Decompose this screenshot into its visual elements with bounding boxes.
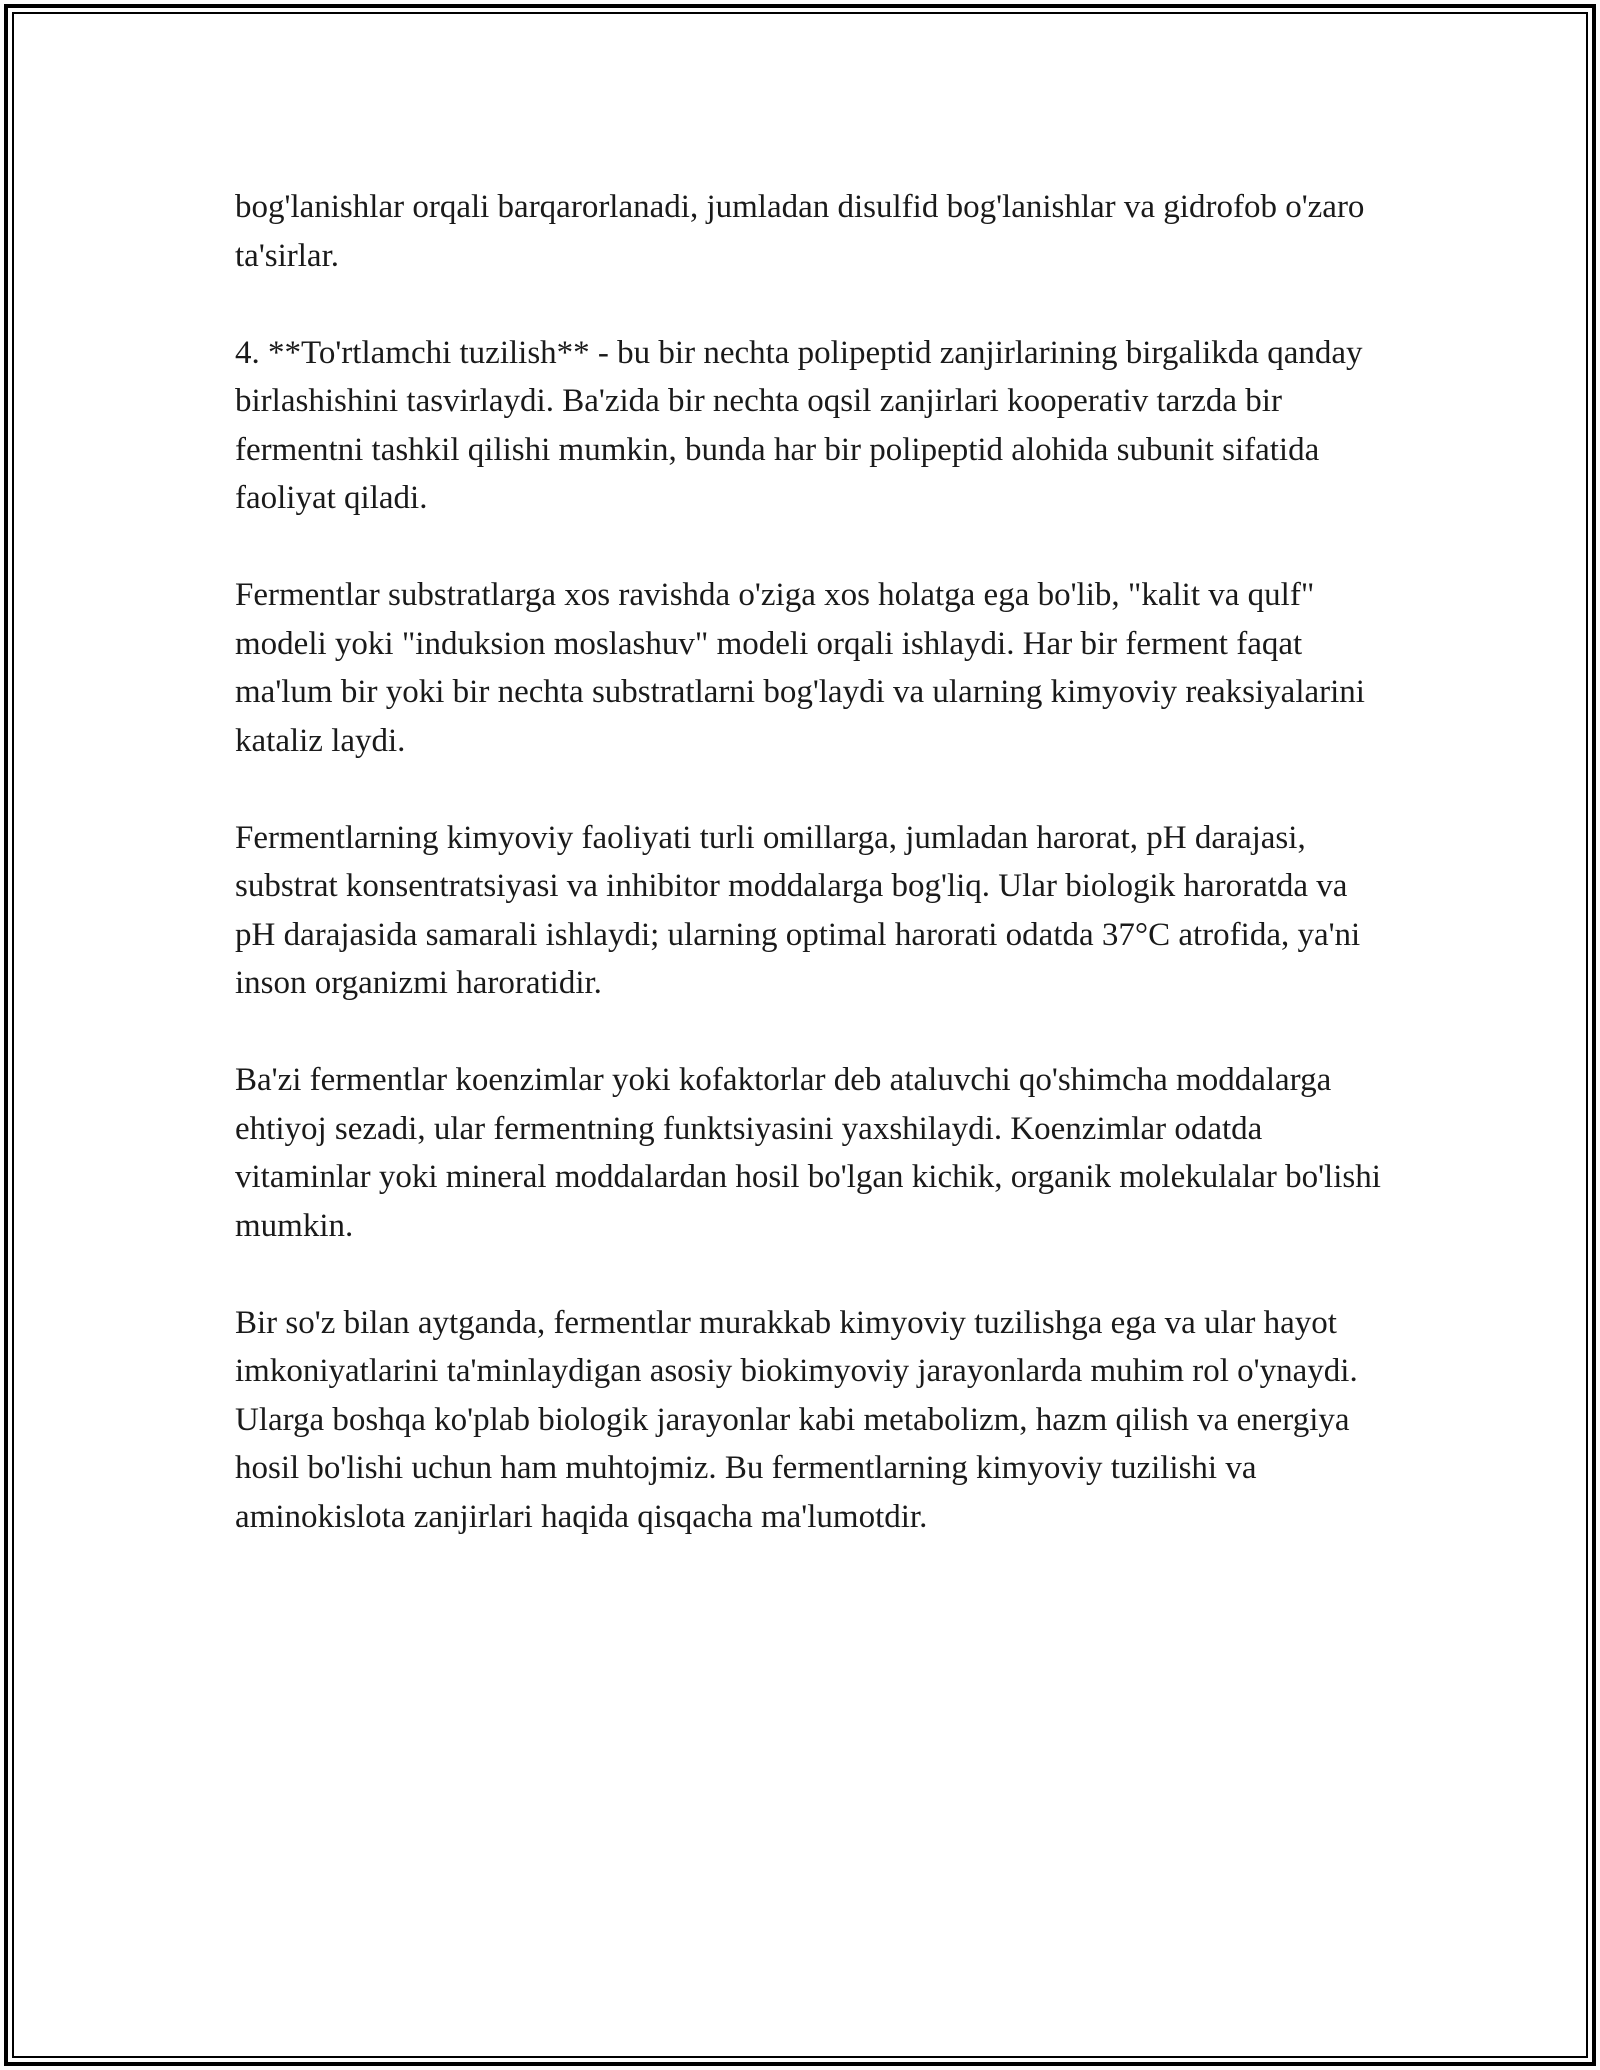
paragraph-3: Fermentlar substratlarga xos ravishda o'ziga xos holatga ega bo'lib, "kalit va qulf" modeli yoki "induksion moslashuv" modeli orqali ishlaydi. Har bir ferment faqat ma'lum bir yoki bir nechta substratlarni bog'laydi va ularning kimyoviy reaksiyalarini kataliz laydi.	[235, 577, 1365, 759]
paragraph-5: Ba'zi fermentlar koenzimlar yoki kofaktorlar deb ataluvchi qo'shimcha moddalarga ehtiyoj sezadi, ular fermentning funktsiyasini yaxshilaydi. Koenzimlar odatda vitaminlar yoki mineral moddalardan hosil bo'lgan kichik, organik molekulalar bo'lishi mumkin.	[235, 1062, 1381, 1244]
paragraph-6: Bir so'z bilan aytganda, fermentlar murakkab kimyoviy tuzilishga ega va ular hayot imkoniyatlarini ta'minlaydigan asosiy biokimyoviy jarayonlarda muhim rol o'ynaydi. Ularga boshqa ko'plab biologik jarayonlar kabi metabolizm, hazm qilish va energiya hosil bo'lishi uchun ham muhtojmiz. Bu fermentlarning kimyoviy tuzilishi va aminokislota zanjirlari haqida qisqacha ma'lumotdir.	[235, 1304, 1358, 1535]
paragraph-2: 4. **To'rtlamchi tuzilish** - bu bir nechta polipeptid zanjirlarining birgalikda qanday birlashishini tasvirlaydi. Ba'zida bir nechta oqsil zanjirlari kooperativ tarzda bir fermentni tashkil qilishi mumkin, bunda har bir polipeptid alohida subunit sifatida faoliyat qiladi.	[235, 334, 1363, 516]
paragraph-1: bog'lanishlar orqali barqarorlanadi, jumladan disulfid bog'lanishlar va gidrofob o'zaro ta'sirlar.	[235, 189, 1365, 274]
document-body	[235, 183, 1385, 1590]
paragraph-4: Fermentlarning kimyoviy faoliyati turli omillarga, jumladan harorat, pH darajasi, substrat konsentratsiyasi va inhibitor moddalarga bog'liq. Ular biologik haroratda va pH darajasida samarali ishlaydi; ularning optimal harorati odatda 37°C atrofida, ya'ni inson organizmi haroratidir.	[235, 819, 1361, 1001]
